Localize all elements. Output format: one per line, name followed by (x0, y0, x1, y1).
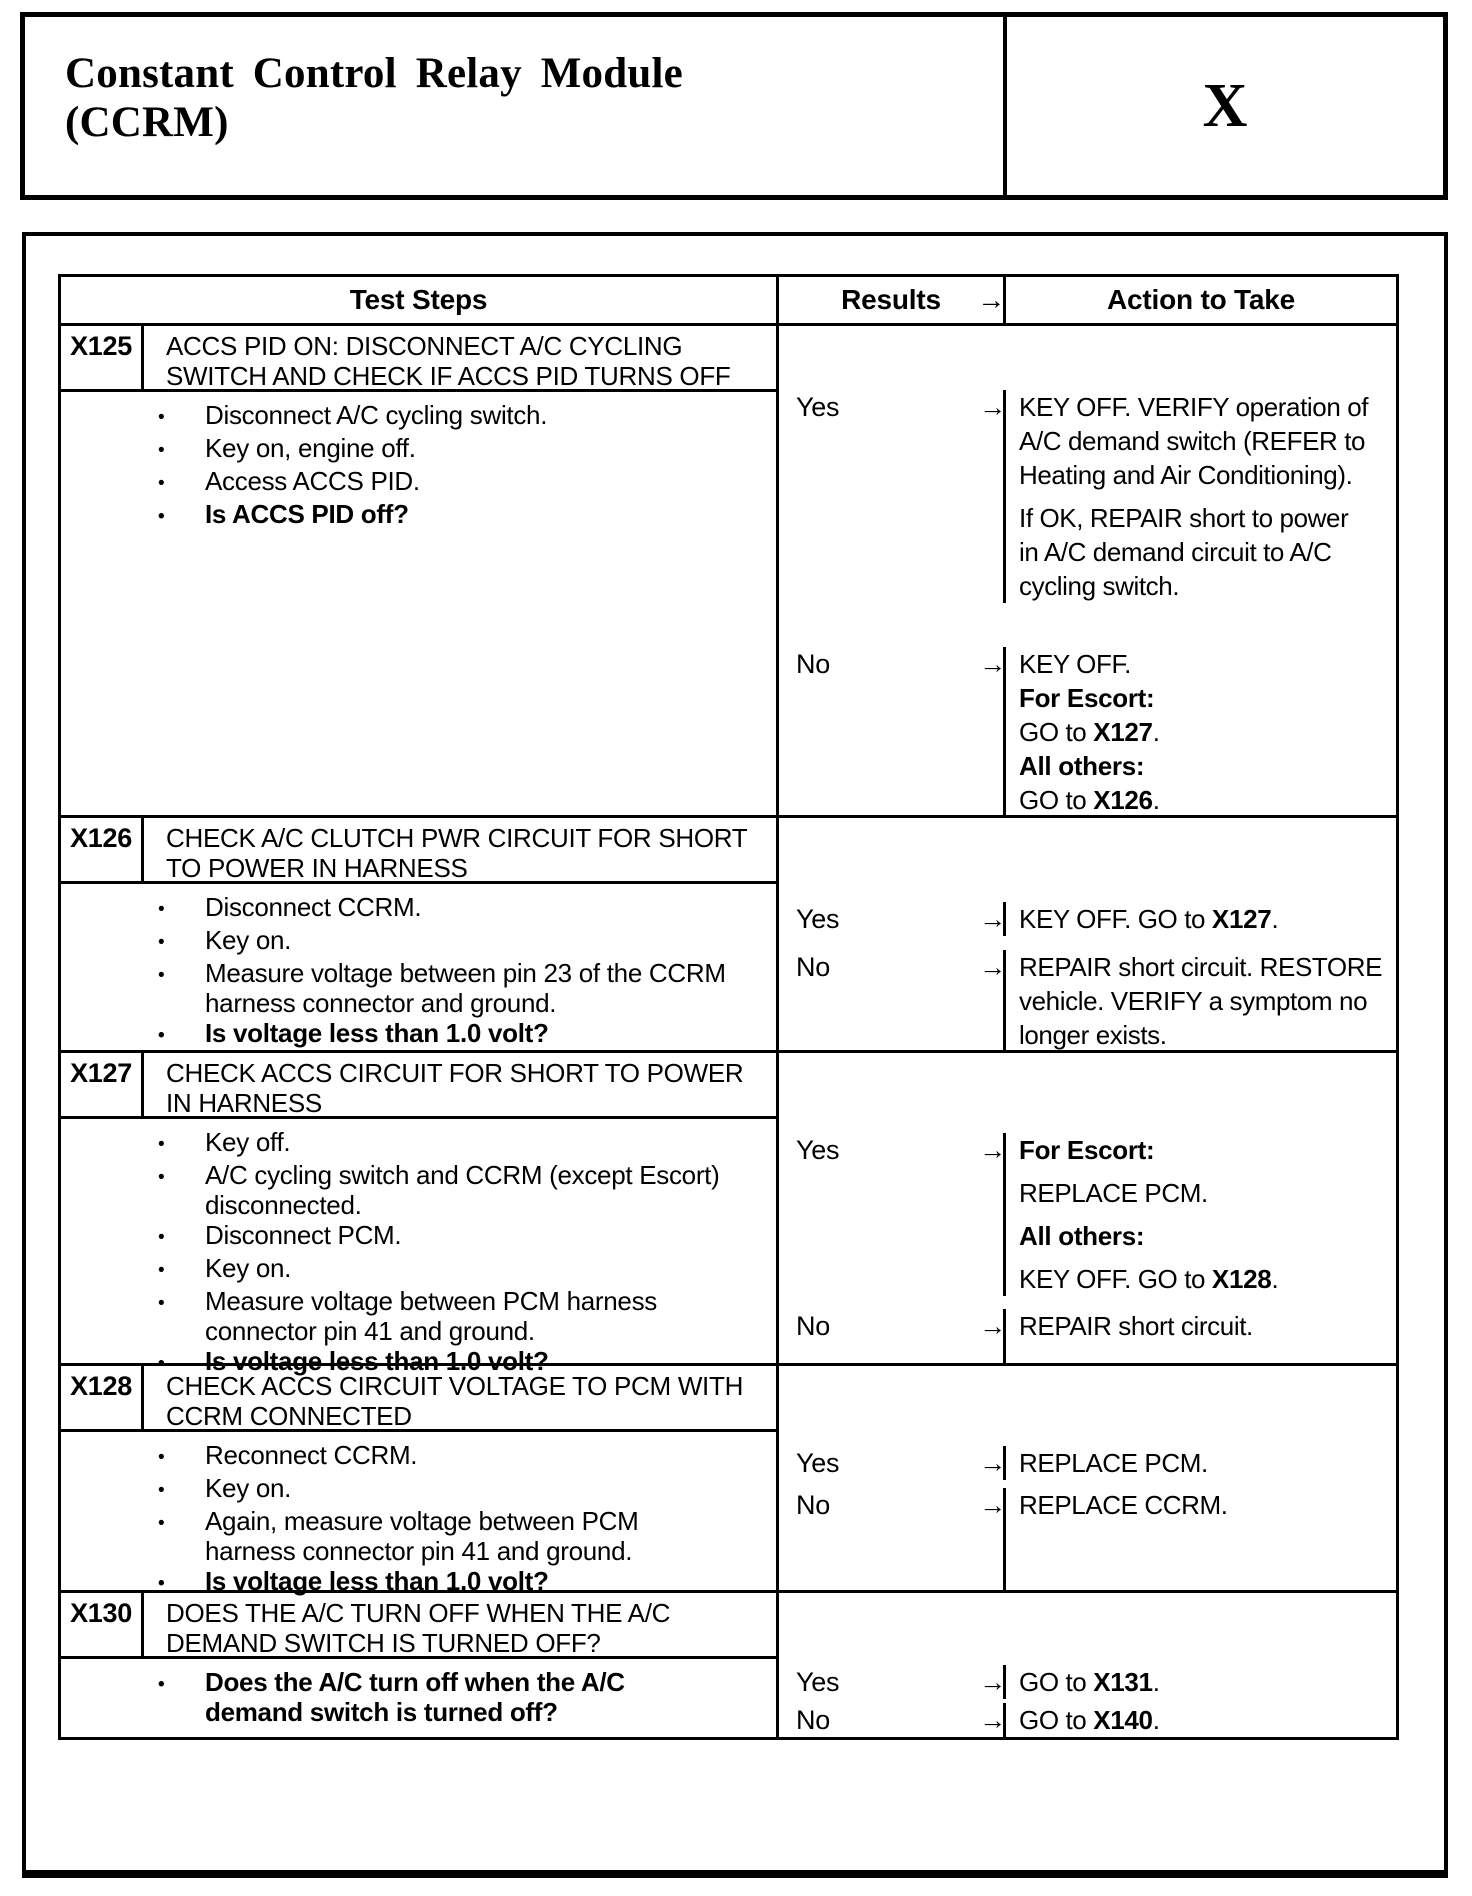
result-cell (779, 1665, 1006, 1699)
action-text: . (1152, 1705, 1160, 1735)
result-row (779, 647, 1396, 817)
action-line (1019, 984, 1392, 1018)
bullet-text (205, 1440, 417, 1473)
result-cell (779, 950, 1006, 1052)
action-line (1019, 569, 1392, 603)
bullet-text (205, 958, 726, 1018)
action-cell (1003, 1665, 1396, 1699)
action-line (1019, 1133, 1392, 1167)
result-arrow-icon: → (979, 392, 1006, 422)
step-heading (144, 1593, 776, 1656)
action-text-bold: For Escort: (1019, 1135, 1155, 1165)
column-header-results (776, 277, 1003, 323)
result-cell (779, 1343, 1003, 1363)
result-filler-row (779, 1522, 1396, 1590)
test-steps-cell (61, 326, 776, 815)
result-row (779, 1133, 1396, 1296)
bullet-line: Is voltage less than 1.0 volt? (205, 1566, 549, 1596)
bullet-text (205, 433, 416, 466)
result-label: No (796, 1311, 830, 1341)
step-heading-line: CCRM CONNECTED (166, 1401, 412, 1431)
step-heading-line: TO POWER IN HARNESS (166, 853, 468, 883)
result-label: Yes (796, 904, 840, 934)
result-label: Yes (796, 392, 840, 422)
action-line (1019, 390, 1392, 424)
bullet-line: Disconnect PCM. (205, 1220, 402, 1250)
result-row (779, 1446, 1396, 1480)
result-cell (779, 902, 1006, 936)
bullet-item (158, 499, 772, 532)
bullet-text (205, 1473, 291, 1506)
result-arrow-icon: → (979, 1135, 1006, 1165)
action-text: GO to (1019, 785, 1094, 815)
bullet-line: Key off. (205, 1127, 291, 1157)
table-header-row (61, 277, 1396, 323)
step-heading-row (61, 818, 776, 884)
step-heading-line: CHECK ACCS CIRCUIT VOLTAGE TO PCM WITH (166, 1371, 744, 1401)
column-header-results-label: Results (841, 284, 941, 315)
result-arrow-icon: → (979, 952, 1006, 982)
action-text-bold: X140 (1093, 1705, 1153, 1735)
action-line (1019, 1018, 1392, 1052)
bullet-line: Is voltage less than 1.0 volt? (205, 1346, 549, 1376)
bullet-line: Is voltage less than 1.0 volt? (205, 1018, 549, 1048)
action-text-bold: X131 (1093, 1667, 1153, 1697)
action-text: Heating and Air Conditioning). (1019, 460, 1353, 490)
result-arrow-icon: → (979, 1448, 1006, 1478)
bullet-text (205, 466, 420, 499)
bullet-item (158, 466, 772, 499)
action-line (1019, 783, 1392, 817)
action-cell (1003, 950, 1396, 1052)
results-action-cell (776, 1366, 1396, 1590)
action-text: GO to (1019, 717, 1094, 747)
bullet-line: harness connector and ground. (205, 988, 557, 1018)
action-line (1019, 1219, 1392, 1253)
bullet-dot-icon: • (158, 1167, 165, 1188)
action-text: . (1152, 785, 1160, 815)
action-line (1019, 647, 1392, 681)
result-label: No (796, 1705, 830, 1735)
test-steps-cell (61, 818, 776, 1050)
bullet-line: Is ACCS PID off? (205, 499, 409, 529)
action-text: REPLACE PCM. (1019, 1448, 1208, 1478)
action-text: REPLACE CCRM. (1019, 1490, 1228, 1520)
bullet-line: Key on. (205, 1253, 292, 1283)
action-text: . (1271, 904, 1279, 934)
action-text: KEY OFF. GO to (1019, 904, 1212, 934)
test-table-frame (22, 232, 1448, 1878)
bullet-item (158, 1440, 772, 1473)
action-cell (1003, 390, 1396, 603)
bullet-text (205, 1253, 291, 1286)
result-label: No (796, 1490, 830, 1520)
bullet-item (158, 1473, 772, 1506)
action-cell (1003, 1488, 1396, 1522)
step-heading-line: CHECK ACCS CIRCUIT FOR SHORT TO POWER (166, 1058, 744, 1088)
bullet-dot-icon: • (158, 473, 165, 494)
result-row (779, 902, 1396, 936)
step-id: X130 (61, 1593, 144, 1656)
action-text: REPAIR short circuit. (1019, 1311, 1253, 1341)
bullet-line: Key on. (205, 925, 292, 955)
test-step-section (61, 1363, 1396, 1596)
bullet-dot-icon: • (158, 1134, 165, 1155)
results-action-cell (776, 326, 1396, 815)
bullet-dot-icon: • (158, 965, 165, 986)
test-steps-cell (61, 1053, 776, 1376)
result-cell (779, 1703, 1006, 1737)
step-id: X125 (61, 326, 144, 389)
bullet-text (205, 1506, 639, 1566)
step-heading (144, 1053, 776, 1116)
bullet-line: Measure voltage between PCM harness (205, 1286, 657, 1316)
action-line (1019, 749, 1392, 783)
bullet-dot-icon: • (158, 932, 165, 953)
bullet-item (158, 925, 772, 958)
results-arrow-icon: → (977, 284, 1005, 315)
bullet-dot-icon: • (158, 407, 165, 428)
result-cell (779, 390, 1006, 603)
result-arrow-icon: → (979, 1667, 1006, 1697)
bullet-dot-icon: • (158, 1353, 165, 1374)
section-letter: X (1003, 17, 1443, 195)
bullet-line: Key on. (205, 1473, 292, 1503)
test-step-section (61, 1590, 1396, 1737)
step-id: X126 (61, 818, 144, 881)
result-cell (779, 1133, 1006, 1296)
action-text: vehicle. VERIFY a symptom no (1019, 986, 1368, 1016)
action-line (1019, 1665, 1392, 1699)
action-text: cycling switch. (1019, 571, 1180, 601)
step-heading (144, 818, 776, 881)
pinpoint-test-table (58, 274, 1399, 1740)
results-action-cell (776, 1593, 1396, 1737)
bullet-item (158, 1018, 772, 1051)
bullet-line: demand switch is turned off? (205, 1697, 558, 1727)
result-row (779, 1488, 1396, 1522)
result-arrow-icon: → (979, 649, 1006, 679)
bullet-text (205, 925, 291, 958)
step-heading-line: CHECK A/C CLUTCH PWR CIRCUIT FOR SHORT (166, 823, 748, 853)
test-steps-cell (61, 1366, 776, 1596)
bullet-dot-icon: • (158, 1674, 165, 1695)
bullet-item (158, 433, 772, 466)
action-text: KEY OFF. (1019, 649, 1131, 679)
bullet-text (205, 400, 547, 433)
test-step-section (61, 323, 1396, 815)
bullet-dot-icon: • (158, 1260, 165, 1281)
result-cell (779, 1488, 1006, 1522)
action-text-bold: X127 (1093, 717, 1153, 747)
action-text: KEY OFF. GO to (1019, 1264, 1212, 1294)
bullet-item (158, 1253, 772, 1286)
action-text: . (1152, 717, 1160, 747)
bullet-line: Disconnect CCRM. (205, 892, 422, 922)
step-bullets (61, 392, 776, 532)
step-bullets (61, 884, 776, 1051)
result-label: No (796, 952, 830, 982)
bullet-line: connector pin 41 and ground. (205, 1316, 535, 1346)
bullet-item (158, 1506, 772, 1566)
bullet-dot-icon: • (158, 1480, 165, 1501)
bullet-item (158, 1127, 772, 1160)
action-text-bold: X127 (1211, 904, 1272, 934)
bullet-line: Measure voltage between pin 23 of the CCRM (205, 958, 726, 988)
action-line (1019, 950, 1392, 984)
bullet-line: Key on, engine off. (205, 433, 416, 463)
action-text: REPLACE PCM. (1019, 1178, 1208, 1208)
step-heading (144, 1366, 776, 1429)
bullet-line: Access ACCS PID. (205, 466, 420, 496)
action-line (1019, 681, 1392, 715)
bullet-dot-icon: • (158, 440, 165, 461)
bullet-item (158, 958, 772, 1018)
step-bullets (61, 1432, 776, 1599)
bullet-dot-icon: • (158, 1513, 165, 1534)
bullet-item (158, 1220, 772, 1253)
bullet-dot-icon: • (158, 1025, 165, 1046)
page-title-line1: Constant Control Relay Module (65, 50, 683, 97)
action-line (1019, 1446, 1392, 1480)
column-header-test-steps: Test Steps (349, 284, 488, 315)
result-filler-row (779, 1343, 1396, 1363)
bullet-line: Again, measure voltage between PCM (205, 1506, 639, 1536)
result-label: Yes (796, 1135, 840, 1165)
step-heading (144, 326, 776, 389)
result-row (779, 390, 1396, 603)
bullet-dot-icon: • (158, 1573, 165, 1594)
step-heading-row (61, 1593, 776, 1659)
result-cell (779, 1446, 1006, 1480)
bullet-text (205, 1220, 401, 1253)
action-text: longer exists. (1019, 1020, 1167, 1050)
step-heading-line: SWITCH AND CHECK IF ACCS PID TURNS OFF (166, 361, 731, 391)
action-line (1019, 1488, 1392, 1522)
result-cell (779, 1522, 1003, 1590)
action-line (1019, 1703, 1392, 1737)
bullet-item (158, 1286, 772, 1346)
step-bullets (61, 1659, 776, 1727)
bullet-line: A/C cycling switch and CCRM (except Escort) (205, 1160, 720, 1190)
results-action-cell (776, 1053, 1396, 1363)
action-line (1019, 1309, 1392, 1343)
step-heading-line: ACCS PID ON: DISCONNECT A/C CYCLING (166, 331, 683, 361)
action-cell (1003, 1522, 1396, 1590)
result-row (779, 1665, 1396, 1699)
bullet-text (205, 499, 409, 532)
bullet-dot-icon: • (158, 1293, 165, 1314)
action-cell (1003, 1703, 1396, 1737)
result-cell (779, 647, 1006, 817)
table-body (61, 323, 1396, 1737)
action-line (1019, 902, 1392, 936)
action-line (1019, 1176, 1392, 1210)
action-text: A/C demand switch (REFER to (1019, 426, 1366, 456)
action-text-bold: All others: (1019, 1221, 1145, 1251)
step-heading-row (61, 1366, 776, 1432)
bullet-item (158, 400, 772, 433)
result-arrow-icon: → (979, 904, 1006, 934)
step-bullets (61, 1119, 776, 1379)
test-step-section (61, 815, 1396, 1050)
bullet-text (205, 1127, 290, 1160)
result-cell (779, 1309, 1006, 1343)
bullet-item (158, 892, 772, 925)
result-row (779, 1309, 1396, 1343)
results-action-cell (776, 818, 1396, 1050)
action-line (1019, 715, 1392, 749)
bullet-item (158, 1667, 772, 1727)
action-text-bold: X126 (1093, 785, 1153, 815)
page-title-cell (25, 17, 1003, 195)
result-label: Yes (796, 1667, 840, 1697)
action-cell (1003, 1343, 1396, 1363)
result-label: Yes (796, 1448, 840, 1478)
bullet-line: Reconnect CCRM. (205, 1440, 418, 1470)
action-cell (1003, 1133, 1396, 1296)
test-steps-cell (61, 1593, 776, 1737)
action-text: . (1152, 1667, 1160, 1697)
bullet-item (158, 1160, 772, 1220)
bullet-line: Disconnect A/C cycling switch. (205, 400, 548, 430)
action-line (1019, 458, 1392, 492)
action-line (1019, 424, 1392, 458)
step-heading-row (61, 1053, 776, 1119)
action-line (1019, 535, 1392, 569)
bullet-dot-icon: • (158, 1227, 165, 1248)
test-step-section (61, 1050, 1396, 1376)
action-text: GO to (1019, 1705, 1094, 1735)
bullet-text (205, 1160, 719, 1220)
action-text: in A/C demand circuit to A/C (1019, 537, 1332, 567)
document-header (20, 12, 1448, 200)
bullet-text (205, 892, 421, 925)
step-heading-row (61, 326, 776, 392)
action-text-bold: All others: (1019, 751, 1145, 781)
action-cell (1003, 1446, 1396, 1480)
action-line (1019, 1262, 1392, 1296)
bullet-dot-icon: • (158, 899, 165, 920)
bullet-text (205, 1667, 625, 1727)
bullet-line: harness connector pin 41 and ground. (205, 1536, 633, 1566)
action-cell (1003, 647, 1396, 817)
column-header-action: Action to Take (1003, 277, 1396, 323)
action-text: KEY OFF. VERIFY operation of (1019, 392, 1369, 422)
step-id: X128 (61, 1366, 144, 1429)
page-title-line2: (CCRM) (65, 99, 229, 146)
action-text-bold: X128 (1211, 1264, 1272, 1294)
action-text: . (1271, 1264, 1279, 1294)
step-id: X127 (61, 1053, 144, 1116)
action-text: REPAIR short circuit. RESTORE (1019, 952, 1383, 982)
result-arrow-icon: → (979, 1311, 1006, 1341)
action-cell (1003, 1309, 1396, 1343)
step-heading-line: DEMAND SWITCH IS TURNED OFF? (166, 1628, 601, 1658)
action-text-bold: For Escort: (1019, 683, 1155, 713)
bullet-dot-icon: • (158, 506, 165, 527)
step-heading-line: IN HARNESS (166, 1088, 322, 1118)
bullet-dot-icon: • (158, 1447, 165, 1468)
bullet-line: Does the A/C turn off when the A/C (205, 1667, 625, 1697)
step-heading-line: DOES THE A/C TURN OFF WHEN THE A/C (166, 1598, 671, 1628)
action-text: GO to (1019, 1667, 1094, 1697)
bullet-line: disconnected. (205, 1190, 362, 1220)
result-row (779, 950, 1396, 1052)
action-text: If OK, REPAIR short to power (1019, 503, 1349, 533)
bullet-text (205, 1286, 657, 1346)
bullet-text (205, 1018, 549, 1051)
result-arrow-icon: → (979, 1705, 1006, 1735)
result-label: No (796, 649, 830, 679)
action-line (1019, 501, 1392, 535)
result-arrow-icon: → (979, 1490, 1006, 1520)
result-row (779, 1703, 1396, 1737)
action-cell (1003, 902, 1396, 936)
